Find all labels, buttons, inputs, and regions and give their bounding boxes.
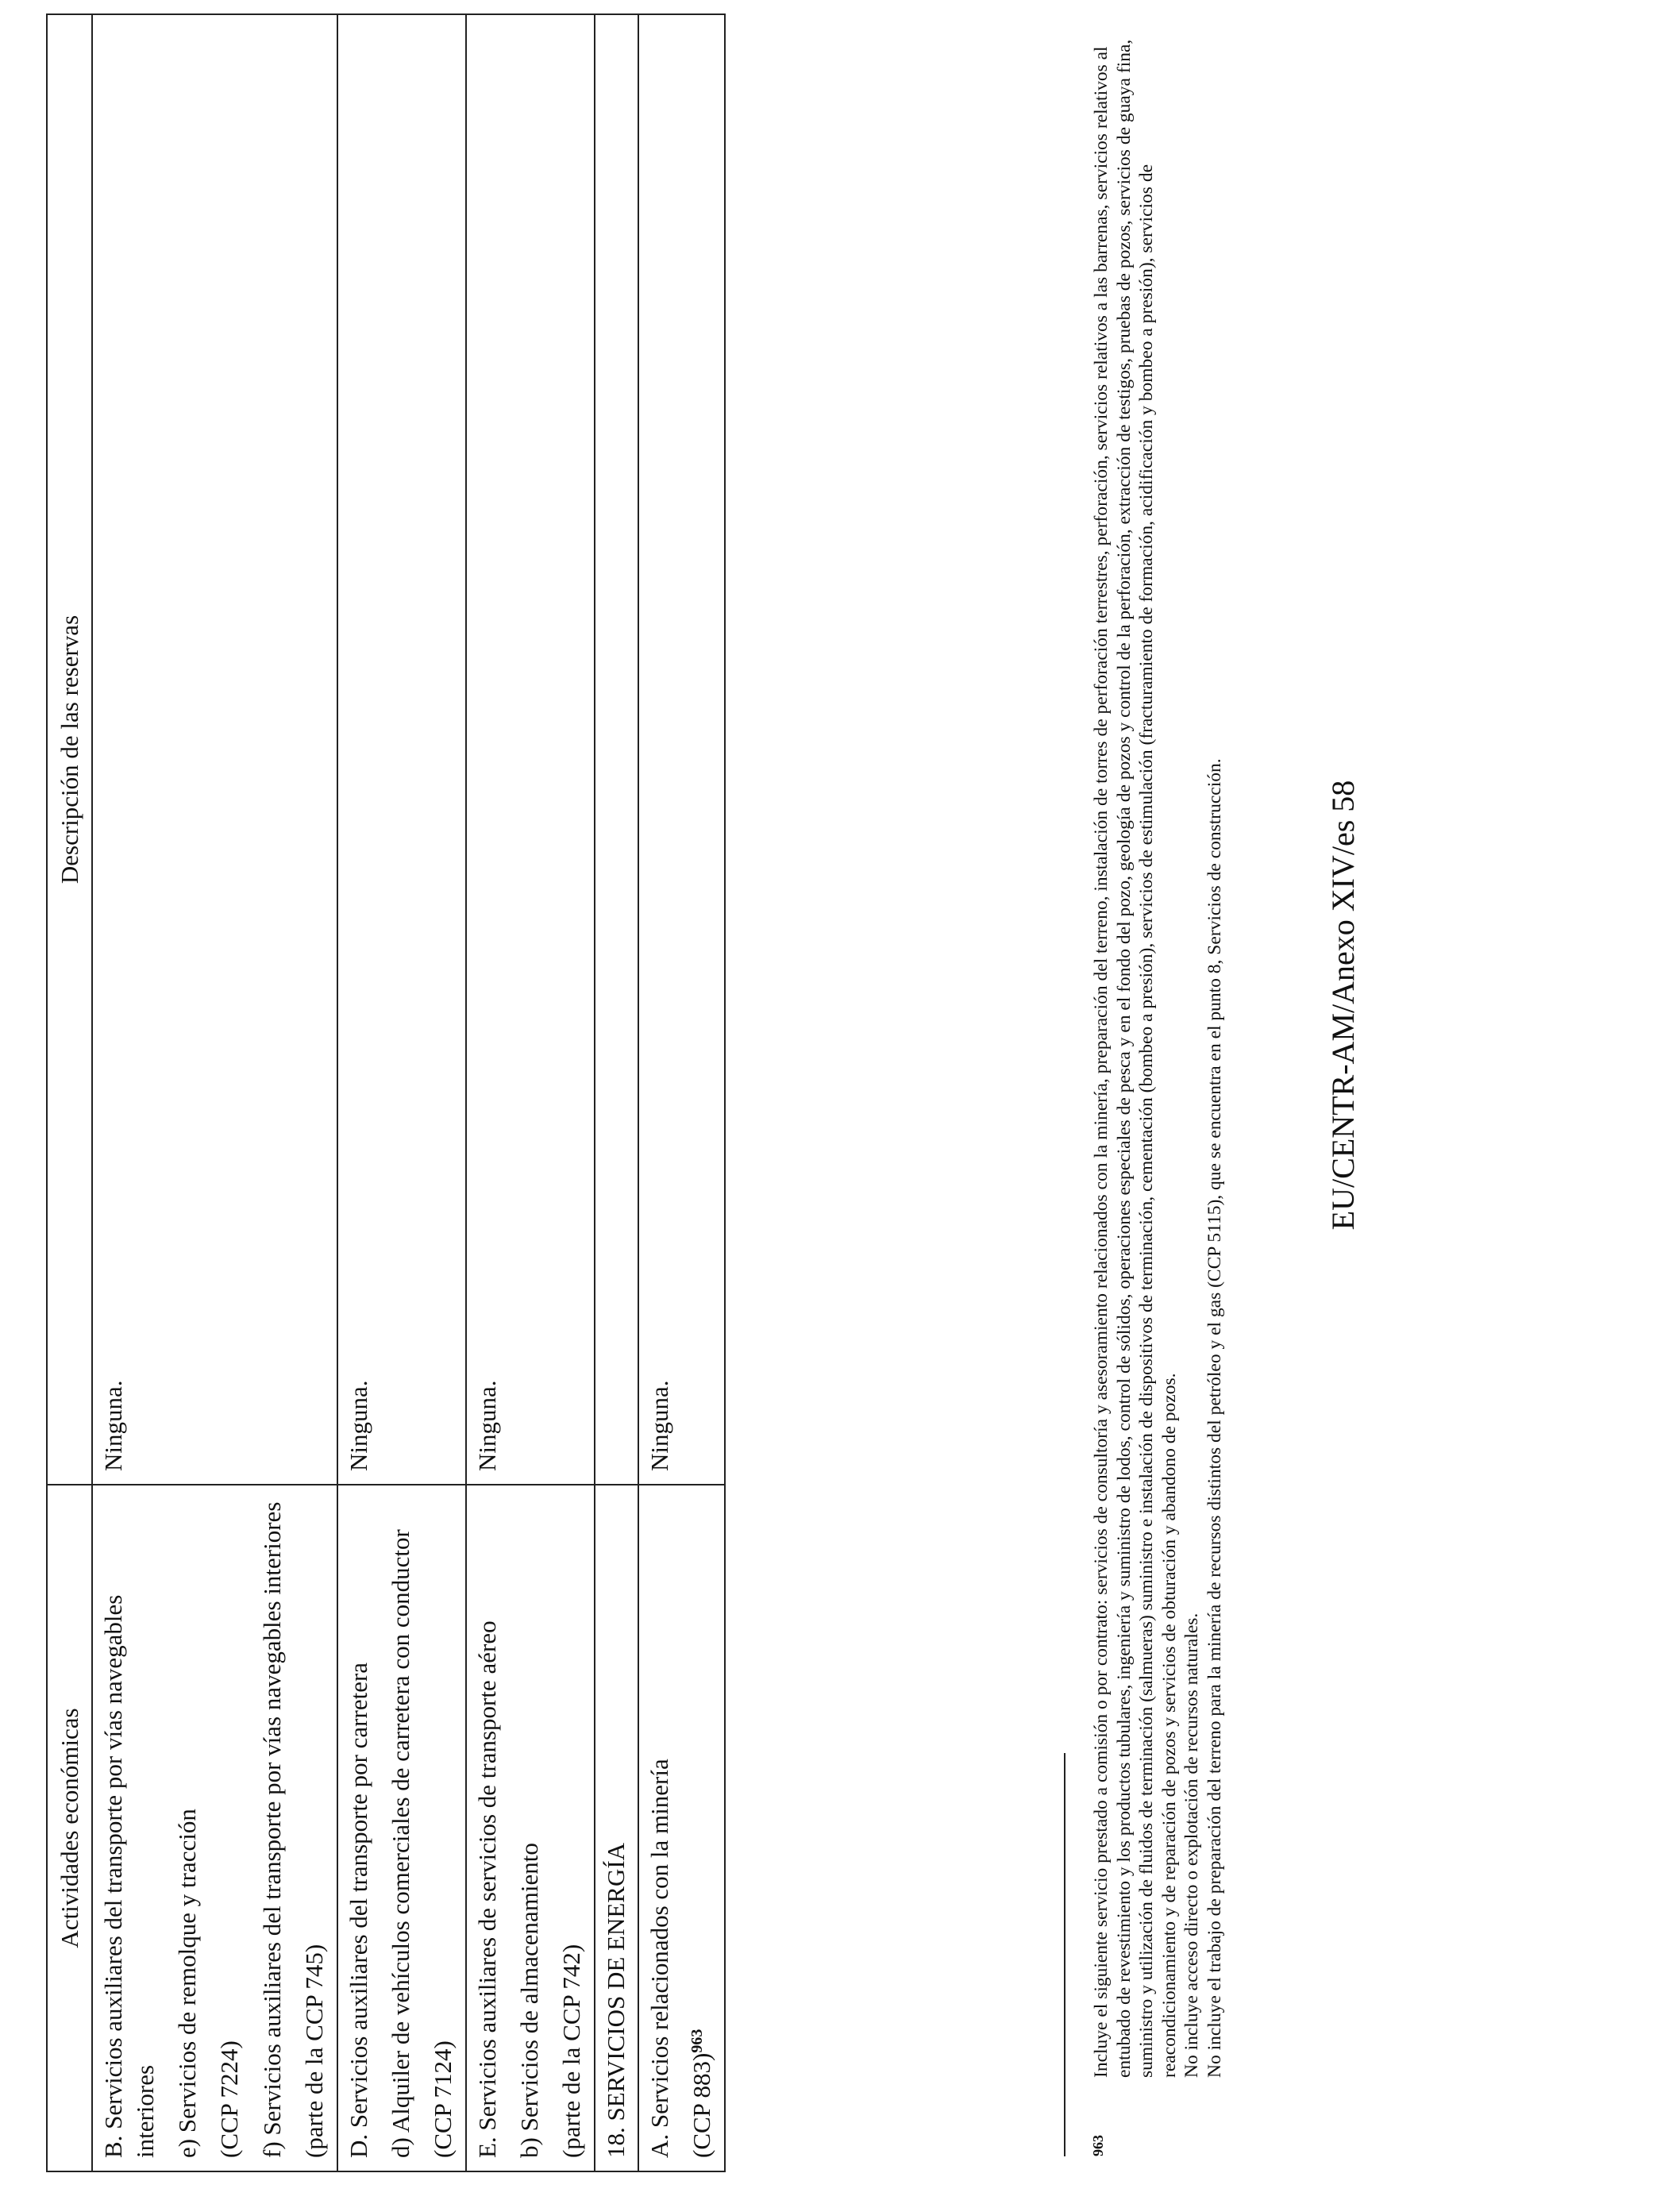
- activity-line: (CCP 7224): [215, 2040, 244, 2158]
- activity-line: A. Servicios relacionados con la minería: [645, 1759, 674, 2158]
- table-row: [337, 14, 466, 2171]
- activity-line-text: (CCP 883): [688, 2052, 716, 2158]
- reserves-table: [46, 13, 726, 2172]
- page-reference: EU/CENTR-AM/Anexo XIV/es 58: [1325, 780, 1361, 1231]
- footnote-paragraph: No incluye acceso directo o explotación de recursos naturales.: [1181, 1613, 1203, 2078]
- activity-line: b) Servicios de almacenamiento: [514, 1843, 543, 2158]
- activity-line: E. Servicios auxiliares de servicios de transporte aéreo: [472, 1620, 501, 2158]
- footnote-separator: [1064, 1753, 1065, 2156]
- activity-line: (CCP 7124): [429, 2040, 457, 2158]
- activity-line: (parte de la CCP 745): [300, 1944, 329, 2158]
- footnote-text: [1090, 29, 1226, 2078]
- section-heading-row: [595, 14, 638, 2171]
- reservation-cell: Ninguna.: [466, 14, 595, 1485]
- header-reservations: Descripción de las reservas: [47, 14, 92, 1485]
- footnote-paragraph: No incluye el trabajo de preparación del terreno para la minería de recursos distintos del petróleo y el gas (CCP 5115), que se encuentra en el punto 8, Servicios de construcción.: [1204, 758, 1225, 2078]
- activity-line: B. Servicios auxiliares del transporte por vías navegables interiores: [99, 1594, 159, 2158]
- activity-cell: [92, 1485, 337, 2171]
- reservation-cell: Ninguna.: [92, 14, 337, 1485]
- activity-line: e) Servicios de remolque y tracción: [173, 1809, 202, 2158]
- activity-line-with-footnote: [686, 1498, 717, 2158]
- table-row: [638, 14, 725, 2171]
- activity-line: (parte de la CCP 742): [557, 1944, 586, 2158]
- activity-line: D. Servicios auxiliares del transporte por carretera: [344, 1662, 372, 2158]
- reservation-cell: Ninguna.: [638, 14, 725, 1485]
- table-header-row: [47, 14, 92, 2171]
- footnote-reference[interactable]: 963: [688, 2029, 707, 2053]
- blank-cell: [595, 14, 638, 1485]
- activity-cell: [466, 1485, 595, 2171]
- table-row: [92, 14, 337, 2171]
- activity-line: d) Alquiler de vehículos comerciales de carretera con conductor: [386, 1529, 414, 2158]
- footnote: [1090, 29, 1226, 2156]
- footnote-paragraph: Incluye el siguiente servicio prestado a comisión o por contrato: servicios de consultoría y asesoramiento relacionados con la minería, preparación del terreno, instalación de torres de perforación terrestres, perforación, servicios relativos a las barrenas, servicios relativos al entubado de revestimiento y los productos tubulares, ingeniería y suministro de lodos, control de sólidos, operaciones especiales de pesca y en el fondo del pozo, geología de pozos y control de la perforación, extracción de testigos, pruebas de pozos, servicios de guaya fina, suministro y utilización de fluidos de terminación (salmueras) suministro e instalación de dispositivos de terminación, cementación (bombeo a presión), servicios de estimulación (fracturamiento de formación, acidificación y bombeo a presión), servicios de reacondicionamiento y de reparación de pozos y servicios de obturación y abandono de pozos.: [1091, 39, 1180, 2078]
- table-row: [466, 14, 595, 2171]
- activity-cell: [337, 1485, 466, 2171]
- section-heading: 18. SERVICIOS DE ENERGÍA: [595, 1485, 638, 2171]
- header-activities: Actividades económicas: [47, 1485, 92, 2171]
- activity-cell: [638, 1485, 725, 2171]
- activity-line: f) Servicios auxiliares del transporte por vías navegables interiores: [257, 1501, 286, 2158]
- reservation-cell: Ninguna.: [337, 14, 466, 1485]
- footnote-number: 963: [1090, 2135, 1106, 2156]
